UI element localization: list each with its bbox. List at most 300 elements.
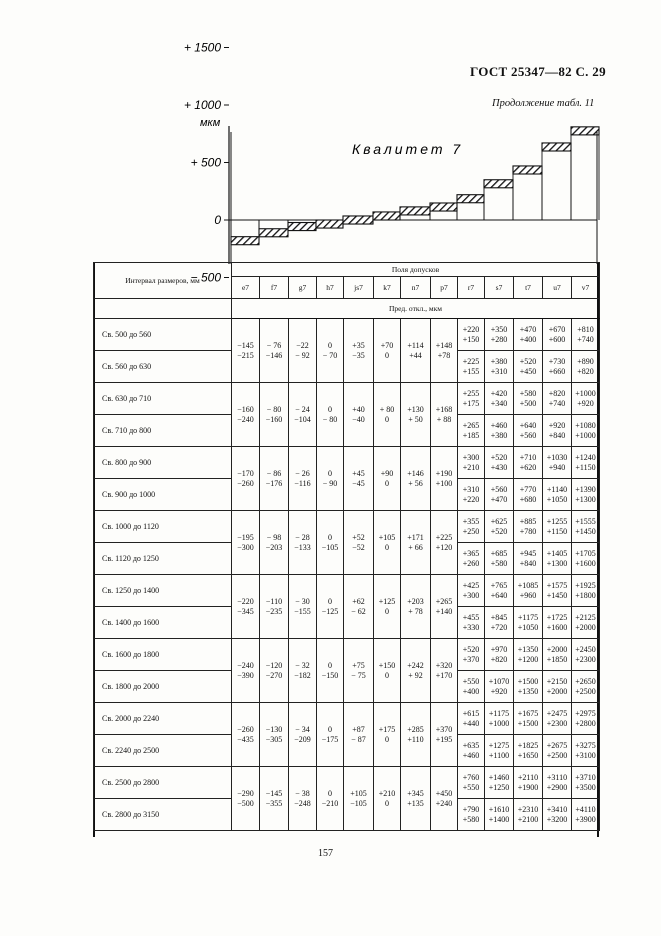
shared-deviation-cell (289, 767, 317, 831)
deviation-cell (572, 511, 600, 543)
lower-deviation: +660 (548, 366, 566, 376)
lower-deviation: −355 (265, 798, 283, 808)
upper-deviation: +365 (462, 548, 480, 558)
upper-deviation: +265 (435, 596, 453, 606)
lower-deviation: −45 (352, 478, 365, 488)
deviation-cell (458, 767, 485, 799)
upper-deviation: +1240 (575, 452, 596, 462)
deviation-cell (543, 383, 572, 415)
deviation-cell (514, 383, 543, 415)
upper-deviation: +640 (519, 420, 537, 430)
shared-deviation-cell (374, 511, 401, 575)
shared-deviation-cell (374, 447, 401, 511)
lower-deviation: +520 (490, 526, 508, 536)
upper-deviation: +1555 (575, 516, 596, 526)
lower-deviation: +150 (462, 334, 480, 344)
lower-deviation: −155 (294, 606, 311, 616)
lower-deviation: 0 (385, 478, 389, 488)
size-interval: Св. 1600 до 1800 (94, 639, 232, 671)
upper-deviation: +310 (462, 484, 480, 494)
lower-deviation: +300 (462, 590, 480, 600)
lower-deviation: +1500 (517, 718, 539, 728)
upper-deviation: 0 (328, 532, 332, 542)
upper-deviation: −145 (237, 340, 254, 350)
upper-deviation: +1175 (488, 708, 510, 718)
tolerance-bar-g7 (288, 223, 316, 231)
lower-deviation: 0 (385, 798, 389, 808)
lower-deviation: +2800 (575, 718, 596, 728)
deviation-cell (458, 607, 485, 639)
upper-deviation: − 86 (266, 468, 282, 478)
table-row (94, 447, 600, 479)
upper-deviation: +455 (462, 612, 480, 622)
upper-deviation: +1575 (546, 580, 568, 590)
diagram-title: Квалитет 7 (352, 141, 464, 157)
upper-deviation: +1675 (517, 708, 539, 718)
tolerance-bar-e7 (231, 237, 259, 245)
deviation-cell (458, 319, 485, 351)
deviation-cell (543, 511, 572, 543)
lower-deviation: +2500 (575, 686, 596, 696)
column-header: n7 (401, 277, 431, 299)
lower-deviation: +140 (435, 606, 453, 616)
upper-deviation: −290 (237, 788, 254, 798)
shared-deviation-cell (232, 639, 260, 703)
tolerance-bar-f7 (259, 229, 288, 237)
lower-deviation: −305 (265, 734, 283, 744)
tolerance-bar-k7 (373, 212, 400, 220)
deviation-cell (543, 639, 572, 671)
tolerance-bar-u7 (542, 143, 571, 151)
lower-deviation: +1850 (546, 654, 568, 664)
lower-deviation: −160 (265, 414, 283, 424)
deviation-cell (458, 383, 485, 415)
deviation-cell (485, 543, 514, 575)
upper-deviation: +615 (462, 708, 480, 718)
lower-deviation: +1650 (517, 750, 539, 760)
upper-deviation: +285 (407, 724, 424, 734)
deviation-cell (572, 479, 600, 511)
upper-deviation: −170 (237, 468, 254, 478)
lower-deviation: +1300 (546, 558, 568, 568)
lower-deviation: +400 (462, 686, 480, 696)
shared-deviation-cell (431, 639, 458, 703)
lower-deviation: −210 (321, 798, 339, 808)
deviation-cell (572, 735, 600, 767)
upper-deviation: 0 (328, 340, 332, 350)
deviation-cell (514, 511, 543, 543)
size-interval: Св. 1800 до 2000 (94, 671, 232, 703)
upper-deviation: +210 (378, 788, 396, 798)
lower-deviation: +380 (490, 430, 508, 440)
lower-deviation: −235 (265, 606, 283, 616)
lower-deviation: +44 (409, 350, 422, 360)
shared-deviation-cell (289, 319, 317, 383)
upper-deviation: +1390 (575, 484, 596, 494)
lower-deviation: +580 (462, 814, 480, 824)
lower-deviation: −105 (321, 542, 339, 552)
lower-deviation: +250 (462, 526, 480, 536)
upper-deviation: − 32 (295, 660, 310, 670)
upper-deviation: +450 (435, 788, 453, 798)
upper-deviation: +265 (462, 420, 480, 430)
lower-deviation: +1150 (575, 462, 596, 472)
lower-deviation: +720 (490, 622, 508, 632)
lower-deviation: + 66 (408, 542, 423, 552)
deviation-cell (485, 575, 514, 607)
y-tick-label: + 500 (190, 155, 221, 170)
deviation-cell (514, 447, 543, 479)
lower-deviation: −182 (294, 670, 311, 680)
deviation-cell (458, 639, 485, 671)
lower-deviation: +1800 (575, 590, 596, 600)
lower-deviation: − 87 (351, 734, 366, 744)
lower-deviation: + 56 (408, 478, 423, 488)
lower-deviation: −40 (352, 414, 365, 424)
lower-deviation: +370 (462, 654, 480, 664)
deviation-cell (543, 703, 572, 735)
upper-deviation: +765 (490, 580, 508, 590)
lower-deviation: −345 (237, 606, 254, 616)
upper-deviation: −240 (237, 660, 254, 670)
upper-deviation: +355 (462, 516, 480, 526)
shared-deviation-cell (431, 383, 458, 447)
y-tick-label: − 500 (190, 270, 221, 285)
upper-deviation: −120 (265, 660, 283, 670)
shared-deviation-cell (260, 575, 289, 639)
deviation-cell (543, 351, 572, 383)
size-interval: Св. 500 до 560 (94, 319, 232, 351)
upper-deviation: +345 (407, 788, 424, 798)
deviation-cell (485, 319, 514, 351)
table-row (94, 383, 600, 415)
shared-deviation-cell (401, 383, 431, 447)
lower-deviation: +1250 (488, 782, 510, 792)
lower-deviation: +195 (435, 734, 453, 744)
deviation-cell (514, 767, 543, 799)
column-header: k7 (374, 277, 401, 299)
upper-deviation: +1725 (546, 612, 568, 622)
size-interval: Св. 630 до 710 (94, 383, 232, 415)
lower-deviation: +155 (462, 366, 480, 376)
upper-deviation: +845 (490, 612, 508, 622)
shared-deviation-cell (260, 447, 289, 511)
upper-deviation: −110 (265, 596, 283, 606)
upper-deviation: +52 (352, 532, 365, 542)
table-continuation-label: Продолжение табл. 11 (492, 98, 595, 109)
deviation-cell (572, 671, 600, 703)
upper-deviation: +3410 (546, 804, 568, 814)
upper-deviation: +1825 (517, 740, 539, 750)
upper-deviation: +2150 (546, 676, 568, 686)
upper-deviation: +520 (519, 356, 537, 366)
upper-deviation: +105 (378, 532, 396, 542)
lower-deviation: −203 (265, 542, 283, 552)
lower-deviation: +3100 (575, 750, 596, 760)
y-tick-label: 0 (214, 213, 221, 227)
lower-deviation: +3200 (546, 814, 568, 824)
upper-deviation: +1080 (575, 420, 596, 430)
column-header: s7 (485, 277, 514, 299)
lower-deviation: +740 (577, 334, 594, 344)
lower-deviation: +260 (462, 558, 480, 568)
deviation-cell (572, 351, 600, 383)
shared-deviation-cell (260, 703, 289, 767)
lower-deviation: +1350 (517, 686, 539, 696)
upper-deviation: +890 (577, 356, 594, 366)
deviation-cell (543, 671, 572, 703)
lower-deviation: +1050 (546, 494, 568, 504)
deviation-cell (543, 415, 572, 447)
diagram-unit-label: мкм (200, 117, 221, 129)
deviation-cell (543, 479, 572, 511)
lower-deviation: +920 (490, 686, 508, 696)
interval-header-spacer (94, 299, 232, 319)
lower-deviation: −52 (352, 542, 365, 552)
shared-deviation-cell (374, 319, 401, 383)
deviation-cell (514, 735, 543, 767)
shared-deviation-cell (401, 511, 431, 575)
lower-deviation: − 92 (295, 350, 310, 360)
upper-deviation: +87 (352, 724, 365, 734)
shared-deviation-cell (260, 383, 289, 447)
lower-deviation: −116 (294, 478, 311, 488)
upper-deviation: +2450 (575, 644, 596, 654)
upper-deviation: +1460 (488, 772, 510, 782)
lower-deviation: −500 (237, 798, 254, 808)
upper-deviation: +2675 (546, 740, 568, 750)
upper-deviation: +370 (435, 724, 453, 734)
shared-deviation-cell (260, 767, 289, 831)
lower-deviation: −248 (294, 798, 311, 808)
deviation-cell (485, 479, 514, 511)
upper-deviation: −220 (237, 596, 254, 606)
upper-deviation: +90 (380, 468, 394, 478)
upper-deviation: +2650 (575, 676, 596, 686)
deviation-cell (543, 607, 572, 639)
deviation-cell (572, 447, 600, 479)
upper-deviation: −260 (237, 724, 254, 734)
deviation-cell (514, 607, 543, 639)
lower-deviation: +780 (519, 526, 537, 536)
upper-deviation: − 38 (295, 788, 310, 798)
lower-deviation: 0 (385, 542, 389, 552)
column-header: g7 (289, 277, 317, 299)
upper-deviation: +1705 (575, 548, 596, 558)
lower-deviation: +450 (519, 366, 537, 376)
lower-deviation: +840 (548, 430, 566, 440)
lower-deviation: +1400 (488, 814, 510, 824)
upper-deviation: +320 (435, 660, 453, 670)
lower-deviation: − 80 (322, 414, 338, 424)
lower-deviation: +2300 (546, 718, 568, 728)
lower-deviation: + 78 (408, 606, 423, 616)
lower-deviation: +620 (519, 462, 537, 472)
column-header: r7 (458, 277, 485, 299)
upper-deviation: +75 (352, 660, 365, 670)
shared-deviation-cell (260, 511, 289, 575)
upper-deviation: +146 (407, 468, 424, 478)
upper-deviation: +300 (462, 452, 480, 462)
column-header: h7 (317, 277, 344, 299)
upper-deviation: − 98 (266, 532, 282, 542)
deviation-cell (458, 479, 485, 511)
shared-deviation-cell (374, 703, 401, 767)
column-header: v7 (572, 277, 600, 299)
upper-deviation: +1610 (488, 804, 510, 814)
deviation-cell (485, 703, 514, 735)
shared-deviation-cell (232, 703, 260, 767)
deviation-cell (514, 639, 543, 671)
upper-deviation: +255 (462, 388, 480, 398)
lower-deviation: −150 (321, 670, 339, 680)
lower-deviation: + 88 (436, 414, 452, 424)
lower-deviation: +340 (490, 398, 508, 408)
upper-deviation: − 28 (295, 532, 310, 542)
shared-deviation-cell (289, 383, 317, 447)
lower-deviation: +560 (519, 430, 537, 440)
upper-deviation: +1925 (575, 580, 596, 590)
upper-deviation: +35 (352, 340, 365, 350)
lower-deviation: +2300 (575, 654, 596, 664)
deviation-cell (543, 447, 572, 479)
lower-deviation: +1050 (517, 622, 539, 632)
table-row (94, 319, 600, 351)
upper-deviation: +1275 (488, 740, 510, 750)
column-header: f7 (260, 277, 289, 299)
upper-deviation: − 34 (295, 724, 310, 734)
upper-deviation: +945 (519, 548, 537, 558)
upper-deviation: +114 (407, 340, 424, 350)
deviation-cell (458, 735, 485, 767)
deviation-cell (485, 639, 514, 671)
lower-deviation: +550 (462, 782, 480, 792)
lower-deviation: +840 (519, 558, 537, 568)
deviation-cell (572, 543, 600, 575)
upper-deviation: +920 (548, 420, 566, 430)
upper-deviation: +520 (490, 452, 508, 462)
upper-deviation: +2475 (546, 708, 568, 718)
lower-deviation: +2900 (546, 782, 568, 792)
lower-deviation: +135 (407, 798, 424, 808)
shared-deviation-cell (344, 575, 374, 639)
lower-deviation: +580 (490, 558, 508, 568)
tolerance-bar-s7 (484, 180, 513, 188)
shared-deviation-cell (232, 575, 260, 639)
upper-deviation: +730 (548, 356, 566, 366)
lower-deviation: 0 (385, 414, 389, 424)
shared-deviation-cell (401, 767, 431, 831)
shared-deviation-cell (431, 575, 458, 639)
deviation-cell (485, 767, 514, 799)
deviation-cell (485, 511, 514, 543)
size-interval: Св. 560 до 630 (94, 351, 232, 383)
shared-deviation-cell (344, 383, 374, 447)
upper-deviation: 0 (328, 468, 332, 478)
upper-deviation: −22 (296, 340, 309, 350)
upper-deviation: +225 (462, 356, 480, 366)
upper-deviation: − 30 (295, 596, 310, 606)
tolerance-fields-header: Поля допусков (232, 263, 600, 277)
table-row (94, 703, 600, 735)
deviation-cell (514, 479, 543, 511)
deviation-cell (572, 799, 600, 831)
deviation-cell (572, 415, 600, 447)
deviation-cell (458, 703, 485, 735)
upper-deviation: +1140 (546, 484, 568, 494)
upper-deviation: +1070 (488, 676, 510, 686)
upper-deviation: +45 (352, 468, 365, 478)
upper-deviation: +2000 (546, 644, 568, 654)
deviation-cell (514, 319, 543, 351)
lower-deviation: +400 (519, 334, 537, 344)
upper-deviation: +1085 (517, 580, 539, 590)
upper-deviation: +885 (519, 516, 537, 526)
deviation-cell (485, 671, 514, 703)
shared-deviation-cell (317, 447, 344, 511)
deviation-cell (572, 575, 600, 607)
page-number: 157 (318, 848, 333, 859)
lower-deviation: −176 (265, 478, 283, 488)
deviation-cell (572, 607, 600, 639)
tolerance-bar-js7 (343, 216, 373, 224)
deviation-cell (485, 383, 514, 415)
shared-deviation-cell (260, 639, 289, 703)
lower-deviation: +78 (437, 350, 451, 360)
column-header: p7 (431, 277, 458, 299)
table-row (94, 767, 600, 799)
tolerance-bar-v7 (571, 127, 599, 135)
upper-deviation: +2125 (575, 612, 596, 622)
lower-deviation: +100 (435, 478, 453, 488)
upper-deviation: +125 (378, 596, 396, 606)
upper-deviation: −195 (237, 532, 254, 542)
size-interval: Св. 1400 до 1600 (94, 607, 232, 639)
upper-deviation: +3710 (575, 772, 596, 782)
tolerance-bar-r7 (457, 195, 484, 203)
upper-deviation: +70 (380, 340, 394, 350)
deviation-cell (458, 351, 485, 383)
deviation-cell (458, 575, 485, 607)
lower-deviation: +330 (462, 622, 480, 632)
upper-deviation: + 80 (379, 404, 395, 414)
shared-deviation-cell (344, 639, 374, 703)
shared-deviation-cell (317, 319, 344, 383)
upper-deviation: +810 (577, 324, 594, 334)
deviation-cell (572, 639, 600, 671)
lower-deviation: +120 (435, 542, 453, 552)
shared-deviation-cell (431, 447, 458, 511)
lower-deviation: +175 (462, 398, 480, 408)
deviation-cell (514, 575, 543, 607)
lower-deviation: +740 (548, 398, 566, 408)
interval-header: Интервал размеров, мм (94, 263, 232, 299)
shared-deviation-cell (260, 319, 289, 383)
lower-deviation: +960 (519, 590, 537, 600)
size-interval: Св. 1250 до 1400 (94, 575, 232, 607)
lower-deviation: +1000 (488, 718, 510, 728)
lower-deviation: +820 (490, 654, 508, 664)
lower-deviation: −209 (294, 734, 311, 744)
deviation-cell (485, 799, 514, 831)
upper-deviation: − 26 (295, 468, 310, 478)
upper-deviation: +420 (490, 388, 508, 398)
upper-deviation: +760 (462, 772, 480, 782)
deviation-cell (543, 319, 572, 351)
upper-deviation: +242 (407, 660, 424, 670)
deviation-cell (514, 351, 543, 383)
y-tick-label: + 1000 (183, 98, 221, 112)
